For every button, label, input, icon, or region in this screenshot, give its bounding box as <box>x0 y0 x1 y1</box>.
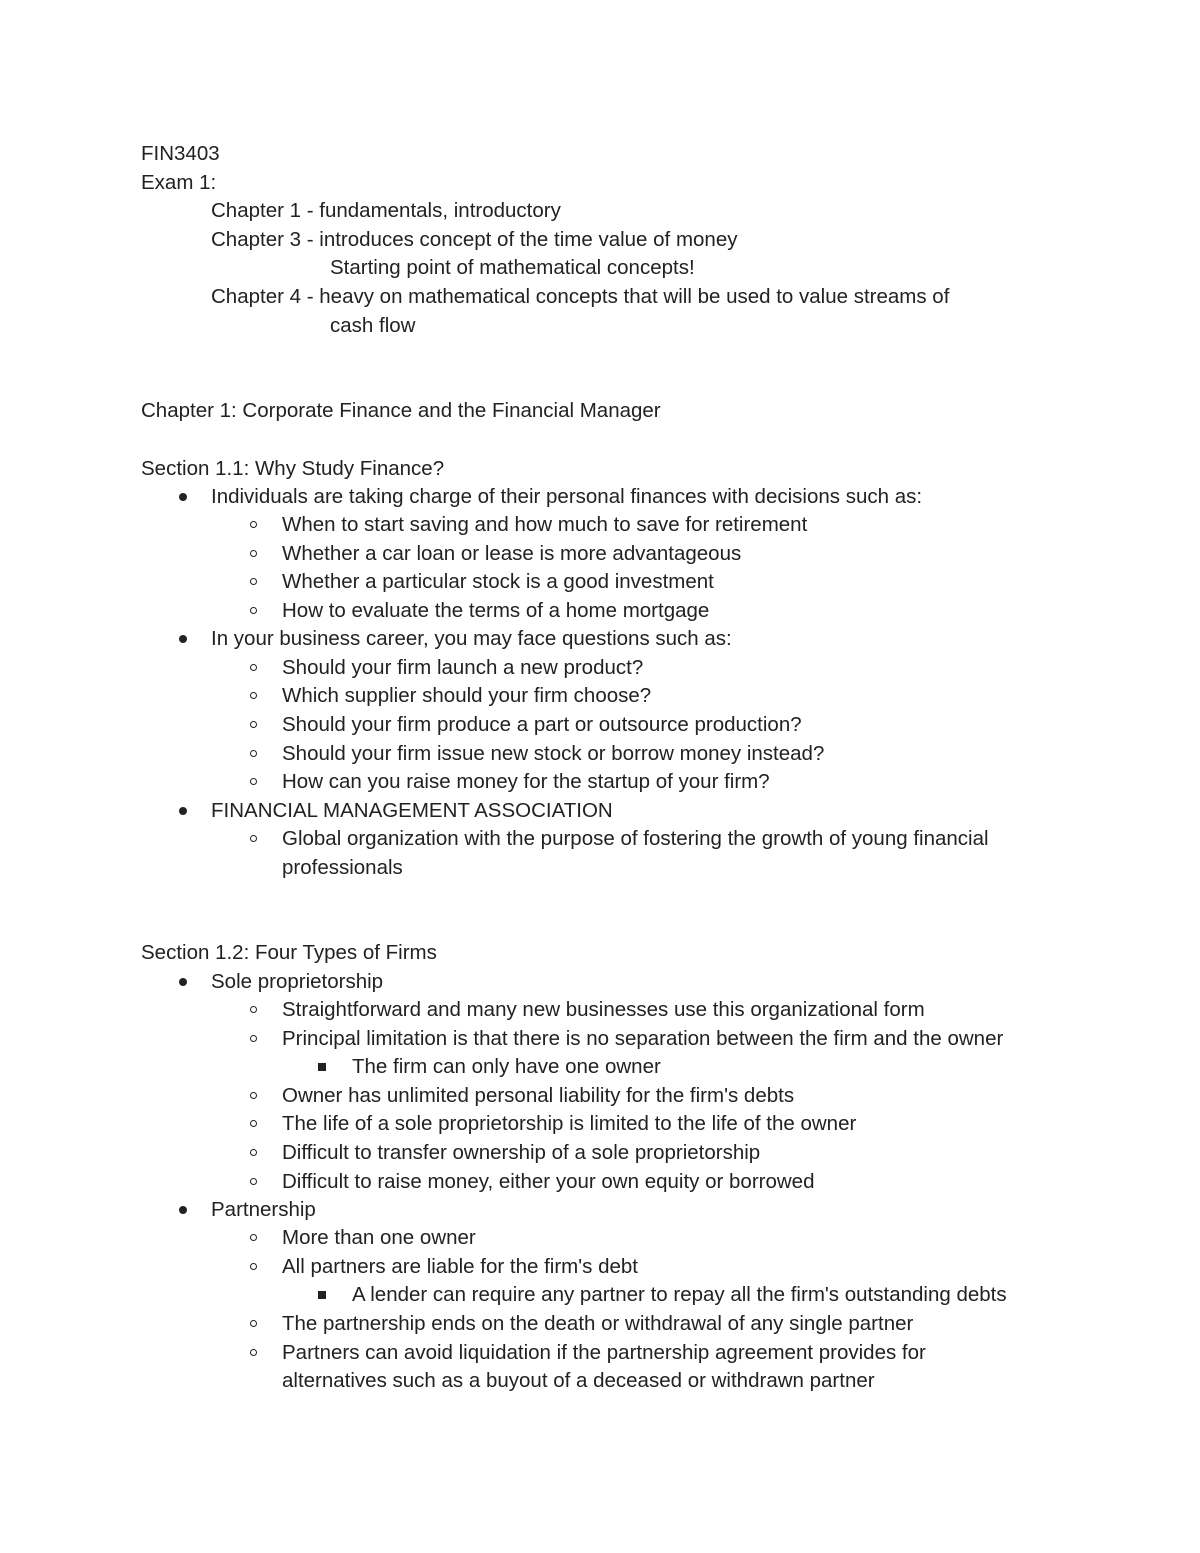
sub-sub-list-item: A lender can require any partner to repay all the firm's outstanding debts <box>352 1283 1007 1306</box>
section-title: Section 1.2: Four Types of Firms <box>141 941 437 964</box>
bullet-circle-icon <box>250 1092 257 1099</box>
sub-list-item: All partners are liable for the firm's debt <box>282 1255 638 1278</box>
bullet-disc-icon <box>179 807 187 815</box>
sub-list-item: Global organization with the purpose of fostering the growth of young financial <box>282 827 989 850</box>
bullet-circle-icon <box>250 1006 257 1013</box>
list-item: FINANCIAL MANAGEMENT ASSOCIATION <box>211 799 613 822</box>
bullet-disc-icon <box>179 1206 187 1214</box>
sub-list-item: Principal limitation is that there is no separation between the firm and the owner <box>282 1027 1004 1050</box>
chapter-title: Chapter 1: Corporate Finance and the Financial Manager <box>141 399 661 422</box>
bullet-circle-icon <box>250 521 257 528</box>
list-item: Sole proprietorship <box>211 970 384 993</box>
bullet-square-icon <box>318 1291 326 1299</box>
chapter-3-note <box>211 226 737 254</box>
bullet-circle-icon <box>250 1263 257 1270</box>
bullet-disc-icon <box>179 493 187 501</box>
sub-list-item: The partnership ends on the death or withdrawal of any single partner <box>282 1312 914 1335</box>
list-item: Individuals are taking charge of their personal finances with decisions such as: <box>211 485 923 508</box>
chapter-4-note <box>211 283 949 311</box>
list-item: Partnership <box>211 1198 316 1221</box>
bullet-circle-icon <box>250 1234 257 1241</box>
chapter-1-note <box>211 197 561 225</box>
bullet-circle-icon <box>250 578 257 585</box>
list-item: In your business career, you may face questions such as: <box>211 627 732 650</box>
bullet-circle-icon <box>250 607 257 614</box>
section-title: Section 1.1: Why Study Finance? <box>141 457 445 480</box>
sub-list-item: Owner has unlimited personal liability for the firm's debts <box>282 1084 795 1107</box>
bullet-circle-icon <box>250 835 257 842</box>
sub-list-item: Whether a car loan or lease is more advantageous <box>282 542 742 565</box>
bullet-circle-icon <box>250 1035 257 1042</box>
sub-list-item: Straightforward and many new businesses use this organizational form <box>282 998 925 1021</box>
sub-list-item: Difficult to transfer ownership of a sole proprietorship <box>282 1141 761 1164</box>
chapter-label: Chapter 4 - <box>211 285 314 308</box>
course-code: FIN3403 <box>141 142 220 165</box>
bullet-disc-icon <box>179 978 187 986</box>
chapter-4-continuation: cash flow <box>330 314 416 337</box>
sub-list-item-continuation: alternatives such as a buyout of a deceased or withdrawn partner <box>282 1369 875 1392</box>
sub-list-item: The life of a sole proprietorship is limited to the life of the owner <box>282 1112 857 1135</box>
bullet-circle-icon <box>250 1320 257 1327</box>
chapter-label: Chapter 3 - <box>211 228 314 251</box>
chapter-text: fundamentals, introductory <box>319 199 561 222</box>
sub-list-item: How can you raise money for the startup of your firm? <box>282 770 770 793</box>
sub-list-item: Should your firm produce a part or outsource production? <box>282 713 802 736</box>
sub-list-item: Whether a particular stock is a good investment <box>282 570 714 593</box>
exam-heading: Exam 1: <box>141 171 217 194</box>
bullet-circle-icon <box>250 1178 257 1185</box>
sub-list-item-continuation: professionals <box>282 856 403 879</box>
sub-list-item: Which supplier should your firm choose? <box>282 684 652 707</box>
sub-list-item: When to start saving and how much to save for retirement <box>282 513 808 536</box>
bullet-disc-icon <box>179 635 187 643</box>
sub-list-item: More than one owner <box>282 1226 476 1249</box>
bullet-circle-icon <box>250 1149 257 1156</box>
sub-sub-list-item: The firm can only have one owner <box>352 1055 661 1078</box>
bullet-circle-icon <box>250 778 257 785</box>
bullet-circle-icon <box>250 721 257 728</box>
sub-list-item: How to evaluate the terms of a home mortgage <box>282 599 710 622</box>
chapter-3-continuation: Starting point of mathematical concepts! <box>330 256 695 279</box>
bullet-circle-icon <box>250 1120 257 1127</box>
sub-list-item: Difficult to raise money, either your own equity or borrowed <box>282 1170 815 1193</box>
bullet-square-icon <box>318 1063 326 1071</box>
sub-list-item: Partners can avoid liquidation if the partnership agreement provides for <box>282 1341 926 1364</box>
sub-list-item: Should your firm issue new stock or borrow money instead? <box>282 742 825 765</box>
chapter-text: heavy on mathematical concepts that will be used to value streams of <box>319 285 950 308</box>
sub-list-item: Should your firm launch a new product? <box>282 656 644 679</box>
chapter-text: introduces concept of the time value of money <box>319 228 738 251</box>
chapter-label: Chapter 1 - <box>211 199 314 222</box>
bullet-circle-icon <box>250 692 257 699</box>
bullet-circle-icon <box>250 664 257 671</box>
bullet-circle-icon <box>250 750 257 757</box>
bullet-circle-icon <box>250 1349 257 1356</box>
bullet-circle-icon <box>250 550 257 557</box>
